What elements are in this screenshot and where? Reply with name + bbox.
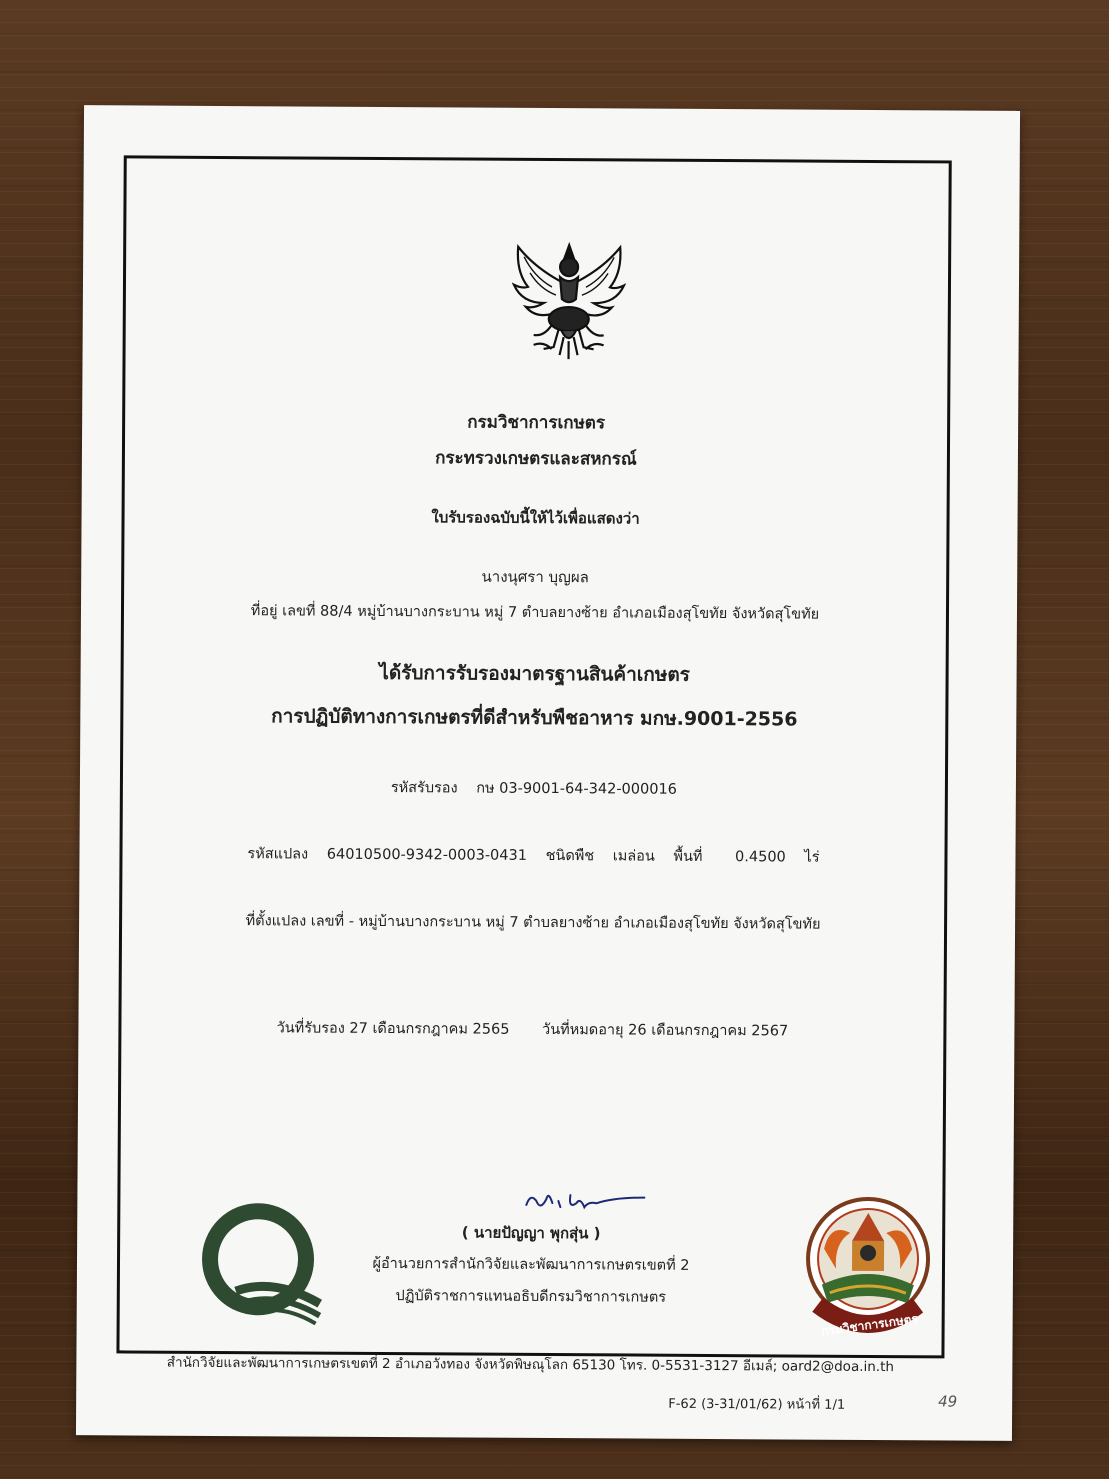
handwritten-page-mark: 49	[938, 1392, 958, 1411]
certificate-code-line	[123, 774, 945, 802]
validity-dates	[121, 1015, 943, 1043]
q-mark-logo-icon	[196, 1199, 325, 1332]
certification-heading: ได้รับการรับรองมาตรฐานสินค้าเกษตร	[379, 661, 690, 686]
plot-code-value: 64010500-9342-0003-0431	[326, 846, 528, 864]
department-title: กรมวิชาการเกษตร	[467, 412, 606, 434]
garuda-emblem-icon	[504, 237, 635, 363]
signatory-acting-title: ปฏิบัติราชการแทนอธิบดีกรมวิชาการเกษตร	[395, 1288, 667, 1306]
plot-code-label: รหัสแปลง	[247, 846, 309, 863]
area-unit: ไร่	[804, 849, 820, 866]
cert-code-value: กษ 03-9001-64-342-000016	[476, 780, 677, 798]
signatory-name: ( นายปัญญา พุกสุ่น )	[461, 1223, 601, 1243]
doa-seal-text: กรมวิชาการเกษตร	[820, 1311, 919, 1339]
plot-location: ที่ตั้งแปลง เลขที่ - หมู่บ้านบางกระบาน หมู่ 7 ตำบลยางซ้าย อำเภอเมืองสุโขทัย จังหวัดสุโขทัย	[245, 913, 821, 933]
certificate-paper	[76, 105, 1020, 1441]
cert-code-label: รหัสรับรอง	[390, 780, 458, 797]
form-number: F-62 (3-31/01/62) หน้าที่ 1/1	[668, 1396, 846, 1413]
crop-value: เมล่อน	[612, 848, 655, 865]
signatory-position: ผู้อำนวยการสำนักวิจัยและพัฒนาการเกษตรเขตที่ 2	[372, 1255, 690, 1274]
area-value: 0.4500	[735, 849, 786, 866]
certificate-intro: ใบรับรองฉบับนี้ให้ไว้เพื่อแสดงว่า	[431, 508, 640, 528]
crop-label: ชนิดพืช	[545, 847, 595, 865]
holder-address: ที่อยู่ เลขที่ 88/4 หมู่บ้านบางกระบาน หมู่ 7 ตำบลยางซ้าย อำเภอเมืองสุโขทัย จังหวัดสุโขทัย	[250, 603, 820, 623]
plot-details-line	[122, 841, 944, 869]
issue-date: วันที่รับรอง 27 เดือนกรกฎาคม 2565	[276, 1020, 510, 1038]
certification-standard: การปฏิบัติทางการเกษตรที่ดีสำหรับพืชอาหาร มกษ.9001-2556	[271, 705, 798, 731]
area-label: พื้นที่	[673, 848, 703, 865]
expiry-date: วันที่หมดอายุ 26 เดือนกรกฎาคม 2567	[542, 1021, 789, 1040]
ministry-title: กระทรวงเกษตรและสหกรณ์	[435, 448, 637, 470]
holder-name: นางนุศรา บุญผล	[481, 567, 589, 587]
issuing-office-footer: สำนักวิจัยและพัฒนาการเกษตรเขตที่ 2 อำเภอวังทอง จังหวัดพิษณุโลก 65130 โทร. 0-5531-3127 อีเมล์; oard2@doa.in.th	[166, 1354, 895, 1376]
handwritten-signature	[518, 1177, 648, 1222]
